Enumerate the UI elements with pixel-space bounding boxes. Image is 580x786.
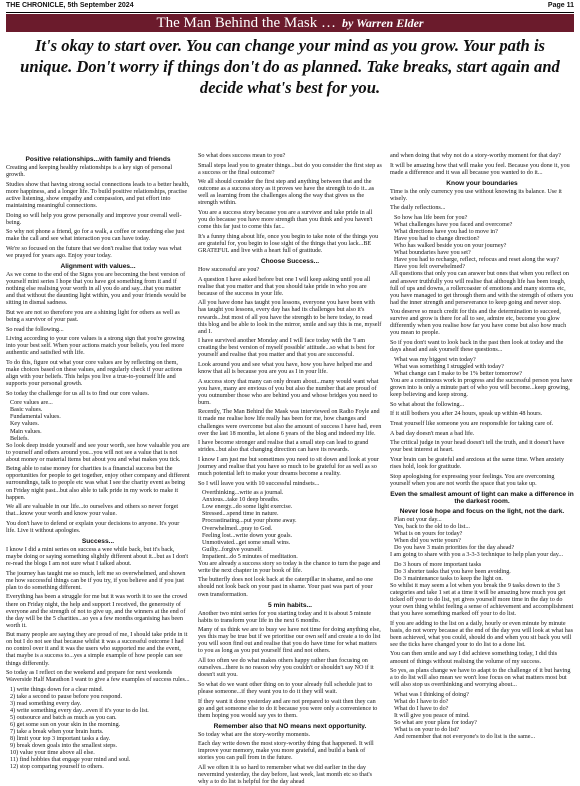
list-line: What challenges have you faced and overcome? <box>394 222 513 229</box>
list-line: Who has walked beside you on your journey? <box>394 243 507 250</box>
paragraph: You don't have to defend or explain your decisions to anyone. It's your life. Live it without apologies. <box>6 520 180 534</box>
paragraph: The butterfly does not look back at the caterpillar in shame, and no one should not look back on your past in shame. Your past was part of your own transformation. <box>198 577 373 598</box>
list-line: Feeling lost...write down your goals. <box>202 532 293 539</box>
list-line: 4) write something every day...even if it's your to do list. <box>10 707 149 714</box>
paragraph: So what does success mean to you? <box>198 153 286 159</box>
list-line: Stressed...spend time in nature. <box>202 511 279 518</box>
list-line: What change can I make to be 1% better tomorrow? <box>394 370 523 377</box>
paragraph: Everything has been a struggle for me but it was worth it to see the crowd there on Friday night, the help and support I received, the generosity of everyone and the strength of not to give up, and the winners at the end of the day will be the 5 charities...so yes a few months organising has been worth it. <box>6 594 188 629</box>
list-line: And remember that not everyone's to do list is the same... <box>394 734 536 741</box>
list-line: 11) find hobbies that engage your mind and soul. <box>10 757 131 764</box>
paragraph: Another two mini series for you starting today and it is about 5 minute habits to transform your life in the next 6 months. <box>198 610 372 624</box>
paragraph: So today the challenge for us all is to find our core values. <box>6 390 150 397</box>
list-line: So how has life been for you? <box>394 215 468 222</box>
paragraph: So why not phone a friend, go for a walk, a coffee or something else just make the call and see what interaction you can have today. <box>6 229 185 243</box>
list-line: Have you had to recharge, reflect, refocus and reset along the way? <box>394 257 560 264</box>
list-line: 5) outsource and batch as much as you can. <box>10 715 117 722</box>
list-line: 10) value your time above all else. <box>10 750 95 757</box>
list-line: What was my biggest win today? <box>394 356 476 363</box>
list-line: When did you write yours? <box>394 537 461 544</box>
list-line: 6) get some sun on your skin in the morning. <box>10 722 121 729</box>
section-heading: 5 min habits... <box>268 601 312 609</box>
banner-title: The Man Behind the Mask … <box>156 14 336 31</box>
paragraph: All you have done has taught you lessons, everyone you have been with has taught you lessons, every day has had its challenges but also it's rewards...but most of all you have the strength to be here today, to read this blog and be able to look in the mirror, smile and say this is me, myself and I. <box>198 300 382 335</box>
paragraph: It's a funny thing about life, once you begin to take note of the things you are grateful for, you begin to lose sight of the things that you lack...BE GRATEFUL and live with a heart full of gratitude. <box>198 233 379 254</box>
paragraph: You are already a success story so today is the chance to turn the page and write the next chapter in your book of life. <box>198 560 381 574</box>
section-heading: Alignment with values... <box>60 262 136 270</box>
list-line: What do I have to do? <box>394 705 449 712</box>
list-line: Fundamental values. <box>10 414 61 421</box>
list-line: What is on your to do list? <box>394 727 460 734</box>
list-line: Yes, back to the old to do list... <box>394 523 470 530</box>
publication-name: THE CHRONICLE, 5th September 2024 <box>6 2 134 9</box>
list-line: What boundaries have you set? <box>394 250 471 257</box>
list-line: Core values are... <box>10 400 53 407</box>
list-line: Unmotivated...get some small wins. <box>202 539 291 546</box>
banner-author: by Warren Elder <box>342 15 424 30</box>
headline-quote: It's okay to start over. You can change your mind as you grow. Your path is unique. Don't worry if things don't do as planned. Take breaks, start again and decide what's best for you. <box>20 36 560 97</box>
list-line: What is on yours for today? <box>394 530 463 537</box>
paragraph: The critical judge in your head doesn't tell the truth, and it doesn't have your best interest at heart. <box>390 440 565 454</box>
paragraph: It will be amazing how that will make you feel. Because you done it, you made a difference and it was all because you wanted to do it... <box>390 162 570 176</box>
list-line: Do 3 hours of more important tasks <box>394 561 482 568</box>
article-column-1 <box>6 153 190 771</box>
list-line: What directions have you had to move in? <box>394 229 498 236</box>
list-line: Guilty...forgive yourself. <box>202 546 263 553</box>
paragraph: All questions that only you can answer but ones that when you reflect on and answer truthfully you will realise that although life has been tough, full of ups and downs, a rollercoaster of emotions and many storms etc, you have managed to get through them and with the strength of others you had the inner strength and perseverance to keep going and never stop. <box>390 271 573 306</box>
page-header <box>6 2 574 12</box>
list-line: Do 3 shorter tasks that you have been avoiding. <box>394 568 511 575</box>
paragraph: So today as I reflect on the weekend and prepare for next weekends Waverside Half Marathon I want to give a few examples of success rules... <box>6 670 190 684</box>
paragraph: I have become stronger and realise that a small step can lead to grand strides...but also that changing direction can have its rewards. <box>198 440 369 454</box>
article-body <box>6 153 574 786</box>
paragraph: I know I am just me but sometimes you need to sit down and look at your journey and realise that you have so much to be grateful for as well as so much potential left to make your dreams become a reality. <box>198 456 379 477</box>
paragraph: I have survived another Monday and I will face today with the 'I am creating the best version of myself possible' attitude...so what is best for yourself and realise that you matter and that you are successful. <box>198 338 375 359</box>
paragraph: You can then smile and say I did achieve something today, I did this amount of things without realising the volume of my success. <box>390 651 558 665</box>
paragraph: To do this, figure out what your core values are by reflecting on them, make choices based on these values, and regularly check if your actions align with your beliefs. This helps you live a true-to-yourself life and supports your personal growth. <box>6 359 183 388</box>
paragraph: We all are valuable in our life...to ourselves and others so never forget that...know your worth and know your value. <box>6 504 179 518</box>
list-line: 9) break down goals into the smallest steps. <box>10 743 118 750</box>
paragraph: Many of us think we are to busy we have not time for doing anything else, yes this may be true but if we prioritise our own self and create a to do list you will soon find out and realise that you do have time for what matters to you as long as you put yourself first and not others. <box>198 627 381 655</box>
paragraph: Small steps lead you to greater things...but do you consider the first step as a success or the final outcome? <box>198 162 382 176</box>
list-line: So what are your plans for today? <box>394 720 477 727</box>
paragraph: So I will leave you with 10 successful mindsets... <box>198 480 320 487</box>
list-line: Basic values. <box>10 407 43 414</box>
list-line: It will give you peace of mind. <box>394 713 470 720</box>
paragraph: But we are not so therefore you are a shining light for others as well as being a survivor of your past. <box>6 309 180 323</box>
paragraph: A question I have asked before but one I will keep asking until you all realise that you matter and that you should take pride in who you are because of the success in your life. <box>198 276 371 297</box>
paragraph: Recently, The Man Behind the Mask was interviewed on Radio Foyle and it made me realise how life really has been for me, how changes and challenges were overcome but also the amount of success I have had, even over the last 18 months, let alone 6 years of the blog and indeed my life. <box>198 409 382 437</box>
page-number: Page 11 <box>547 2 574 9</box>
paragraph: If it still bothers you after 24 hours, speak up within 48 hours. <box>390 411 543 418</box>
paragraph: A success story that many can only dream about...many would want what you have, many are envious of you but also the number that are proud of you outnumber those who are behind you and whose bridges you need to burn. <box>198 378 379 406</box>
paragraph: We all should consider the first step and anything between that and the outcome as a success story as it proves we have the strength to do it...as well as learning from the challenges along the way that gives us the strength within. <box>198 179 375 207</box>
list-line: What was something I struggled with today? <box>394 363 504 370</box>
section-heading: Even the smallest amount of light can make a difference in the darkest room. <box>390 490 574 505</box>
list-line: Do you have 3 main priorities for the day ahead? <box>394 545 515 552</box>
paragraph: All too often we do what makes others happy rather than focusing on ourselves...there is no reason why you couldn't or shouldn't say NO if it doesn't suit you. <box>198 658 374 679</box>
paragraph: Treat yourself like someone you are responsible for taking care of. <box>390 420 554 427</box>
paragraph: Being able to raise money for charities is a financial success but the opportunities for people to get together, enjoy other company and different surroundings, talk to people etc was what I see the charity event as being on Friday night past...but also able to talk pride in my work to make it happen. <box>6 466 190 501</box>
list-line: Have you felt overwhelmed? <box>394 264 466 271</box>
paragraph: So what about the following... <box>390 401 465 408</box>
paragraph: So whilst it may seem a lot when you break the 9 tasks down to the 3 categories and take 1 set at a time it will be amazing how much you get ticked off your to do list, yet gives yourself more time in the day to do your own thing whilst feeling a sense of achievement and accomplishment that you have something marked off your to do list. <box>390 582 574 618</box>
section-heading: Choose Success... <box>260 257 320 265</box>
article-column-2 <box>198 153 382 786</box>
list-line: Main values. <box>10 428 42 435</box>
section-heading: Never lose hope and focus on the light, not the dark. <box>399 507 565 515</box>
paragraph: Doing so will help you grow personally and improve your overall well-being. <box>6 212 182 226</box>
paragraph: You are a continuous work in progress and the successful person you have grown into is only a minute part of who you will become...keep growing, keep believing and keep strong. <box>390 377 573 399</box>
list-line: Beliefs. <box>10 435 29 442</box>
column-banner <box>6 14 574 32</box>
paragraph: As we come to the end of the Signs you are becoming the best version of yourself mini series I hope that you have got something from it and if nothing else realising your worth in all you do and say...that you matter and that without the daunting light within, you and your friends would be sitting in dismal sadness. <box>6 272 187 307</box>
section-heading: Remember also that NO means next opportunity. <box>213 722 367 730</box>
paragraph: We're so focused on the future that we don't realise that today was what we prayed for years ago. Enjoy your today. <box>6 245 182 259</box>
list-line: 3) read something every day. <box>10 700 82 707</box>
paragraph: Creating and keeping healthy relationships is a key sign of personal growth. <box>6 165 173 179</box>
list-line: 2) take a second to pause before you respond. <box>10 693 123 700</box>
list-line: Low energy...do some light exercise. <box>202 504 293 511</box>
list-line: Plan out your day... <box>394 516 442 523</box>
list-line: Overthinking...write as a journal. <box>202 490 284 497</box>
paragraph: You deserve so much credit for this and the determination to succeed, survive and grow is there for all to see, admire etc, become you glow differently when you realise how far you have come but also how much you mean to people. <box>390 309 567 337</box>
list-line: Do 3 maintenance tasks to keep the light on. <box>394 575 503 582</box>
paragraph: Living according to your core values is a strong sign that you're growing into your best self. When your actions match your beliefs, you feel more authentic and satisfied with life. <box>6 336 185 357</box>
paragraph: Studies show that having strong social connections leads to a better health, more happiness, and a longer life. To build positive relationships, practise active listening, show empathy and compassion, and put effort into maintaining meaningful connections. <box>6 181 190 209</box>
paragraph: So yes, as plans change we have to adapt to the challenge of it but having a to do list will also mean we won't lose focus on what matters most but will also stop us overthinking and worrying about... <box>390 668 571 689</box>
list-line: Procrastinating...put your phone away. <box>202 518 297 525</box>
section-heading: Know your boundaries <box>446 179 518 187</box>
paragraph: All we often it is so hard to remember what we did earlier in the day nevermind yesterday, the day before, last week, last month etc so that's why a to do list is helpful for the day ahead <box>198 765 372 786</box>
section-heading: Positive relationships...with family and friends <box>25 156 171 163</box>
paragraph: So read the following... <box>6 326 64 333</box>
paragraph: You are a success story because you are a survivor and take pride in all you do because you have more strength than you think and you haven't come this far just to come this far... <box>198 210 373 231</box>
paragraph: A bad day doesn't mean a bad life. <box>390 430 475 437</box>
list-line: 7) take a break when your brain hurts. <box>10 729 104 736</box>
list-line: Have you had to change direction? <box>394 236 480 243</box>
section-heading: Success... <box>81 537 115 545</box>
paragraph: So what do we want other thing on to your already full schedule just to please someone...if they want you to do it they will wait. <box>198 681 373 695</box>
list-line: Overwhelmed...pray to God. <box>202 525 273 532</box>
paragraph: If they want it done yesterday and are not prepared to wait then they can go and get someone else to do it because you were only a convenience to them hoping you would say yes to them. <box>198 698 378 719</box>
paragraph: Look around you and see what you have, how you have helped me and know that all is because you are you as I in your life. <box>198 361 373 376</box>
paragraph: So look deep inside yourself and see your worth, see how valuable you are to yourself and others around you...you will not see a value that is not about money or material items but about you and what makes you tick. <box>6 442 190 463</box>
paragraph: So if you don't want to look back in the past then look at today and the days ahead and ask yourself these questions... <box>390 340 564 354</box>
paragraph: I know I did a mini series on success a wee while back, but it's back, maybe doing or saying something slightly different about it...but as I don't re-read the blogs I am not sure what I talked about. <box>6 547 189 568</box>
paragraph: The daily reflections... <box>390 205 446 212</box>
list-line: What do I have to do? <box>394 698 449 705</box>
paragraph: The journey has taught me so much, left me so overwhelmed, and shown me how successful things can be if you try, if you believe and if you just plan to do something different. <box>6 570 186 591</box>
paragraph: Each day write down the most story-worthy thing that happened. It will improve your memory, make you more grateful, and build a bank of stories you can pull from in the future. <box>198 741 374 762</box>
list-line: What was I thinking of doing? <box>394 691 469 698</box>
list-line: Anxious...take 10 deep breaths. <box>202 497 280 504</box>
paragraph: Your brain can be grateful and anxious at the same time. When anxiety rises hold, look for gratitude. <box>390 456 565 470</box>
list-line: Impatient...do 5 minutes of meditation. <box>202 553 298 560</box>
paragraph: and when doing that why not do a story-worthy moment for that day? <box>390 153 561 159</box>
article-column-3 <box>390 153 574 741</box>
paragraph: If you are adding to the list on a daily, hourly or even minute by minute basis, do not worry because at the end of the day you will look at what has been achieved, what you could, should do and when you sit back you will see the ticks have changed your to do list to a done list. <box>390 620 573 648</box>
list-line: 1) write things down for a clear mind. <box>10 686 104 693</box>
list-line: 12) stop comparing yourself to others. <box>10 764 104 771</box>
header-rule <box>6 12 574 13</box>
paragraph: Stop apologising for expressing your feelings. You are overcoming yourself when you are not worth the space that you take up. <box>390 473 555 487</box>
paragraph: How successful are you? <box>198 267 260 274</box>
list-line: Key values. <box>10 421 39 428</box>
paragraph: So today what are the story-worthy moments. <box>198 731 311 738</box>
paragraph: I am going to share with you a 3-3-3 technique to help plan your day... <box>390 552 564 559</box>
paragraph: Time is the only currency you use without knowing its balance. Use it wisely. <box>390 188 562 202</box>
paragraph: But many people are saying they are proud of me, I should take pride in it on but I do not see that because whilst it was a successful outcome I had no control over it and it was the users who supported me and the event, that maybe is a success to...yes a simple example of how people can see things differently. <box>6 632 188 667</box>
list-line: 8) limit your top 3 important tasks a day. <box>10 736 111 743</box>
